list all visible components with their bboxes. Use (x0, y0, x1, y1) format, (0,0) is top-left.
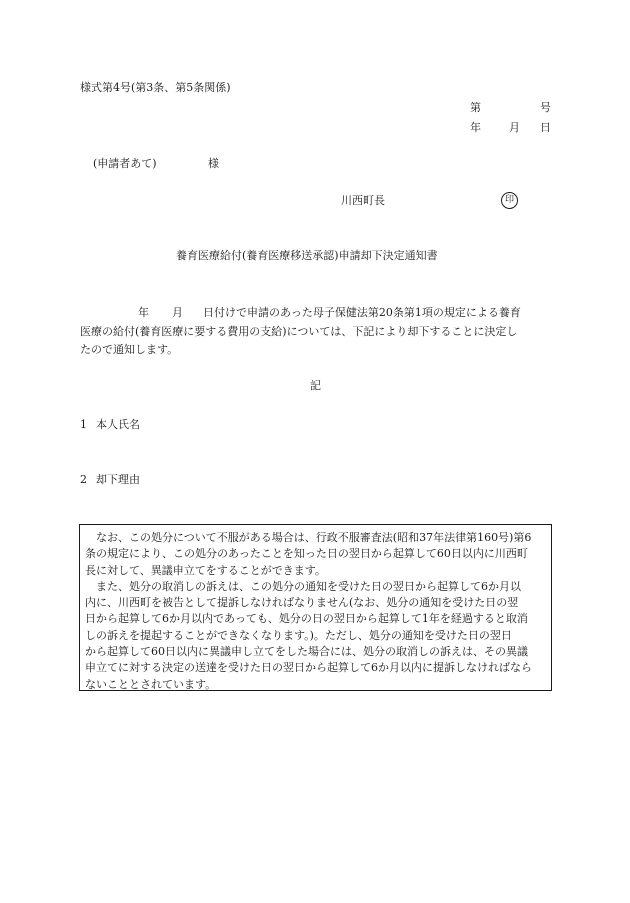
item-label-name: 本人氏名 (96, 418, 140, 431)
body-year-label: 年 (138, 306, 149, 319)
date-month-label: 月 (509, 121, 520, 134)
notice-line: 条の規定により、この処分のあったことを知った日の翌日から起算して60日以内に川西町 (85, 547, 528, 561)
seal-stamp: 印 (501, 192, 518, 209)
body-text (80, 304, 554, 360)
notice-line: から起算して60日以内に異議申し立てをした場合には、処分の取消しの訴えは、その異議 (85, 645, 528, 659)
ki-heading: 記 (310, 379, 321, 392)
date-year-label: 年 (470, 121, 481, 134)
addressee-label: (申請者あて) (93, 157, 157, 170)
notice-line: また、処分の取消しの訴えは、この処分の通知を受けた日の翌日から起算して6か月以 (96, 579, 521, 593)
document-number-suffix: 号 (540, 101, 551, 114)
item-number: 2 (80, 473, 87, 486)
form-number: 様式第4号(第3条、第5条関係) (80, 81, 231, 94)
item-number: 1 (80, 418, 87, 431)
body-month-label: 月 (172, 306, 183, 319)
body-line-3: たので通知します。 (80, 343, 179, 356)
appeal-notice-box (79, 524, 552, 691)
body-line-1-text: 日付けで申請のあった母子保健法第20条第1項の規定による養育 (203, 306, 521, 319)
body-line-2: 医療の給付(養育医療に要する費用の支給)については、下記により却下することに決定し (80, 324, 518, 338)
addressee-honorific: 様 (208, 157, 219, 170)
notice-line: 長に対して、異議申立てをすることができます。 (85, 563, 326, 577)
date-day-label: 日 (540, 121, 551, 134)
issuer-title: 川西町長 (341, 194, 385, 207)
notice-line: 内に、川西町を被告として提訴しなければなりません(なお、処分の通知を受けた日の翌 (85, 596, 519, 610)
notice-line: なお、この処分について不服がある場合は、行政不服審査法(昭和37年法律第160号)第6 (96, 531, 532, 544)
notice-line: しの訴えを提起することができなくなります。)。ただし、処分の通知を受けた日の翌日 (85, 628, 512, 642)
item-label-reason: 却下理由 (96, 473, 140, 486)
notice-paragraph-2 (85, 579, 547, 693)
notice-line: ないこととされています。 (85, 677, 217, 691)
document-number-prefix: 第 (470, 101, 481, 114)
notice-paragraph-1 (85, 530, 547, 579)
notice-line: 申立てに対する決定の送達を受けた日の翌日から起算して6か月以内に提訴しなければなら (85, 661, 532, 675)
notice-line: 日から起算して6か月以内であっても、処分の日の翌日から起算して1年を経過すると取消 (85, 612, 528, 626)
document-title: 養育医療給付(養育医療移送承認)申請却下決定通知書 (176, 249, 438, 262)
body-line-1 (80, 304, 554, 323)
